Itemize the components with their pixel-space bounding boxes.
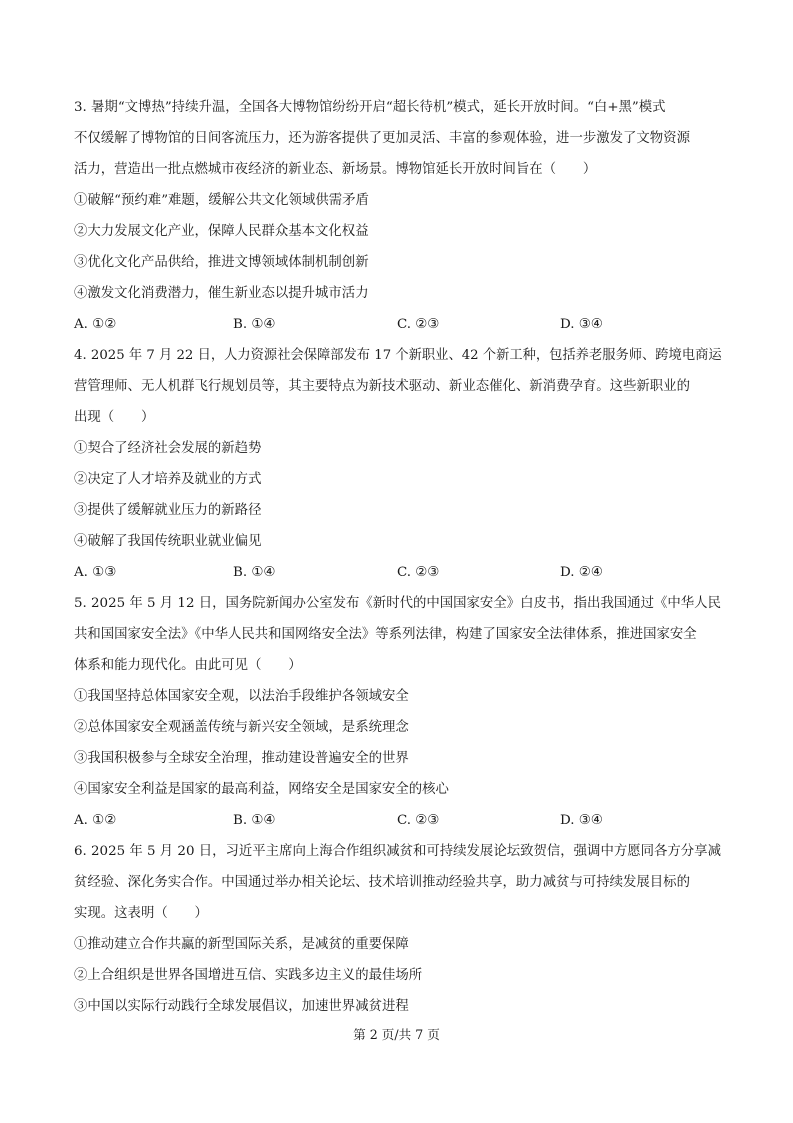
q5-choice-a[interactable]: A. ①② <box>74 813 117 828</box>
q3-option-4: ④激发文化消费潜力，催生新业态以提升城市活力 <box>74 286 369 301</box>
q3-stem-line-2: 不仅缓解了博物馆的日间客流压力，还为游客提供了更加灵活、丰富的参观体验，进一步激发了文物资源 <box>74 131 690 146</box>
q5-choices <box>74 812 722 830</box>
q3-choice-a[interactable]: A. ①② <box>74 317 117 332</box>
q5-stem-line-1: 5. 2025 年 5 月 12 日，国务院新闻办公室发布《新时代的中国国家安全》白皮书，指出我国通过《中华人民 <box>74 596 721 611</box>
q4-choice-d[interactable]: D. ②④ <box>560 565 603 580</box>
q5-choice-c[interactable]: C. ②③ <box>397 813 440 828</box>
q3-choice-c[interactable]: C. ②③ <box>397 317 440 332</box>
q4-choices <box>74 564 722 582</box>
q3-choice-d[interactable]: D. ③④ <box>560 317 603 332</box>
q3-choices <box>74 316 722 334</box>
q3-stem-line-3: 活力，营造出一批点燃城市夜经济的新业态、新场景。博物馆延长开放时间旨在（ ） <box>74 162 597 177</box>
q3-option-1: ①破解“预约难”难题，缓解公共文化领域供需矛盾 <box>74 193 369 208</box>
q5-stem-line-2: 共和国国家安全法》《中华人民共和国网络安全法》等系列法律，构建了国家安全法律体系，推进国家安全 <box>74 627 697 642</box>
q3-choice-b[interactable]: B. ①④ <box>233 317 276 332</box>
q6-stem-line-3: 实现。这表明（ ） <box>74 906 208 921</box>
q4-option-2: ②决定了人才培养及就业的方式 <box>74 472 262 487</box>
q5-choice-d[interactable]: D. ③④ <box>560 813 603 828</box>
q4-stem-line-2: 营管理师、无人机群飞行规划员等，其主要特点为新技术驱动、新业态催化、新消费孕育。这些新职业的 <box>74 379 690 394</box>
q6-option-2: ②上合组织是世界各国增进互信、实践多边主义的最佳场所 <box>74 968 423 983</box>
q5-stem-line-3: 体系和能力现代化。由此可见（ ） <box>74 658 302 673</box>
q6-option-1: ①推动建立合作共赢的新型国际关系，是减贫的重要保障 <box>74 937 409 952</box>
q5-option-4: ④国家安全利益是国家的最高利益，网络安全是国家安全的核心 <box>74 782 449 797</box>
q4-option-1: ①契合了经济社会发展的新趋势 <box>74 441 262 456</box>
q4-option-3: ③提供了缓解就业压力的新路径 <box>74 503 262 518</box>
q6-stem-line-2: 贫经验、深化务实合作。中国通过举办相关论坛、技术培训推动经验共享，助力减贫与可持续发展目标的 <box>74 875 690 890</box>
page-footer: 第 2 页/共 7 页 <box>353 1027 440 1042</box>
q4-option-4: ④破解了我国传统职业就业偏见 <box>74 534 262 549</box>
q3-stem-line-1: 3. 暑期“文博热”持续升温，全国各大博物馆纷纷开启“超长待机”模式，延长开放时间。“白+黑”模式 <box>74 100 666 115</box>
q4-choice-c[interactable]: C. ②③ <box>397 565 440 580</box>
q3-option-2: ②大力发展文化产业，保障人民群众基本文化权益 <box>74 224 369 239</box>
q6-option-3: ③中国以实际行动践行全球发展倡议，加速世界减贫进程 <box>74 999 409 1014</box>
q5-choice-b[interactable]: B. ①④ <box>233 813 276 828</box>
q5-option-1: ①我国坚持总体国家安全观，以法治手段维护各领域安全 <box>74 689 409 704</box>
q4-choice-b[interactable]: B. ①④ <box>233 565 276 580</box>
q5-option-3: ③我国积极参与全球安全治理，推动建设普遍安全的世界 <box>74 751 409 766</box>
q4-choice-a[interactable]: A. ①③ <box>74 565 117 580</box>
q5-option-2: ②总体国家安全观涵盖传统与新兴安全领域，是系统理念 <box>74 720 409 735</box>
q4-stem-line-3: 出现（ ） <box>74 410 155 425</box>
q4-stem-line-1: 4. 2025 年 7 月 22 日，人力资源社会保障部发布 17 个新职业、42 个新工种，包括养老服务师、跨境电商运 <box>74 348 722 363</box>
q6-stem-line-1: 6. 2025 年 5 月 20 日，习近平主席向上海合作组织减贫和可持续发展论坛致贺信，强调中方愿同各方分享减 <box>74 844 721 859</box>
q3-option-3: ③优化文化产品供给，推进文博领域体制机制创新 <box>74 255 369 270</box>
